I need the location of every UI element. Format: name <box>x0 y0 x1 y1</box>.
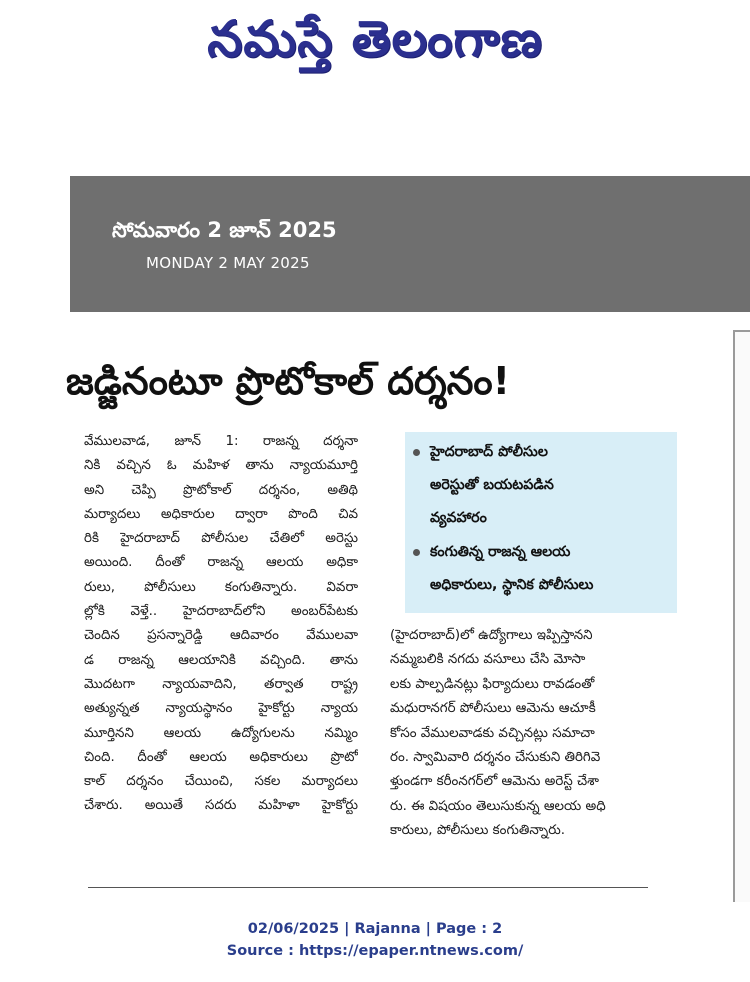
highlight-line: వ్యవహారం <box>430 510 487 526</box>
newspaper-logo: నమస్తే తెలంగాణ <box>207 10 543 68</box>
article-body-right <box>390 624 680 844</box>
body-line: అయింది. దీంతో రాజన్న ఆలయ అధికా <box>84 555 358 571</box>
date-band <box>70 176 750 312</box>
body-line: వేములవాడ, జూన్ 1: రాజన్న దర్శనా <box>84 434 358 449</box>
body-line: మూర్తినని ఆలయ ఉద్యోగులను నమ్మిం <box>84 725 358 741</box>
body-line: చెందిన ప్రసన్నారెడ్డి ఆదివారం వేములవా <box>84 628 358 644</box>
bottom-divider <box>88 887 648 888</box>
footer <box>0 918 750 962</box>
bullet-dot-icon <box>413 549 420 556</box>
body-line: ళ్తుండగా కరీంనగర్‌లో ఆమెను అరెస్ట్ చేశా <box>390 774 599 790</box>
article-headline: జడ్జినంటూ ప్రొటోకాల్ దర్శనం! <box>66 359 511 403</box>
body-line: కారులు, పోలీసులు కంగుతిన్నారు. <box>390 823 566 839</box>
body-line: అని చెప్పి ప్రొటోకాల్ దర్శనం, అతిథి <box>84 482 358 498</box>
highlight-item <box>413 436 675 535</box>
body-line: మధురానగర్ పోలీసులు ఆమెను ఆచూకీ <box>390 701 596 717</box>
body-line: నమ్మబలికి నగదు వసూలు చేసి మోసా <box>390 652 586 668</box>
body-line: రికి హైదరాబాద్ పోలీసుల చేతిలో అరెస్టు <box>84 531 358 547</box>
footer-source-link[interactable]: Source : https://epaper.ntnews.com/ <box>226 943 524 959</box>
highlights-box <box>405 432 677 613</box>
body-line: లకు పాల్పడినట్లు ఫిర్యాదులు రావడంతో <box>390 676 595 692</box>
masthead <box>0 0 750 80</box>
body-line: చేశారు. అయితే సదరు మహిళా హైకోర్టు <box>84 798 358 814</box>
body-line: అత్యున్నత న్యాయస్థానం హైకోర్టు న్యాయ <box>84 701 358 717</box>
highlight-line: కంగుతిన్న రాజన్న ఆలయ <box>430 544 571 560</box>
body-line: (హైదరాబాద్)లో ఉద్యోగాలు ఇప్పిస్తానని <box>390 628 593 643</box>
column-divider <box>733 330 750 902</box>
body-line: చింది. దీంతో ఆలయ అధికారులు ప్రొటో <box>84 749 358 765</box>
body-line: రులు, పోలీసులు కంగుతిన్నారు. వివరా <box>84 579 358 595</box>
highlight-line: అధికారులు, స్థానిక పోలీసులు <box>430 577 594 593</box>
article-body-left <box>84 430 358 819</box>
footer-date-page: 02/06/2025 | Rajanna | Page : 2 <box>247 921 503 937</box>
body-line: నికి వచ్చిన ఓ మహిళ తాను న్యాయమూర్తి <box>84 458 358 474</box>
body-line: మొదటగా న్యాయవాదిని, తర్వాత రాష్ట్ర <box>84 676 358 692</box>
bullet-dot-icon <box>413 449 420 456</box>
body-line: డ రాజన్న ఆలయానికి వచ్చింది. తాను <box>84 652 358 668</box>
date-english: MONDAY 2 MAY 2025 <box>146 254 310 272</box>
date-telugu: సోమవారం 2 జూన్ 2025 <box>112 218 337 242</box>
highlight-line: అరెస్టుతో బయటపడిన <box>430 477 554 493</box>
body-line: కాల్ దర్శనం చేయించి, సకల మర్యాదలు <box>84 774 358 790</box>
body-line: ల్లోకి వెళ్తే.. హైదరాబాద్‌లోని అంబర్‌పేటకు <box>84 604 358 620</box>
body-line: కోసం వేములవాడకు వచ్చినట్లు సమాచా <box>390 725 595 741</box>
body-line: మర్యాదలు అధికారుల ద్వారా పొంది చివ <box>84 506 358 522</box>
highlight-line: హైదరాబాద్ పోలీసుల <box>430 444 548 460</box>
body-line: రు. ఈ విషయం తెలుసుకున్న ఆలయ అధి <box>390 798 606 814</box>
body-line: రం. స్వామివారి దర్శనం చేసుకుని తిరిగివె <box>390 750 601 766</box>
highlight-item <box>413 536 675 602</box>
